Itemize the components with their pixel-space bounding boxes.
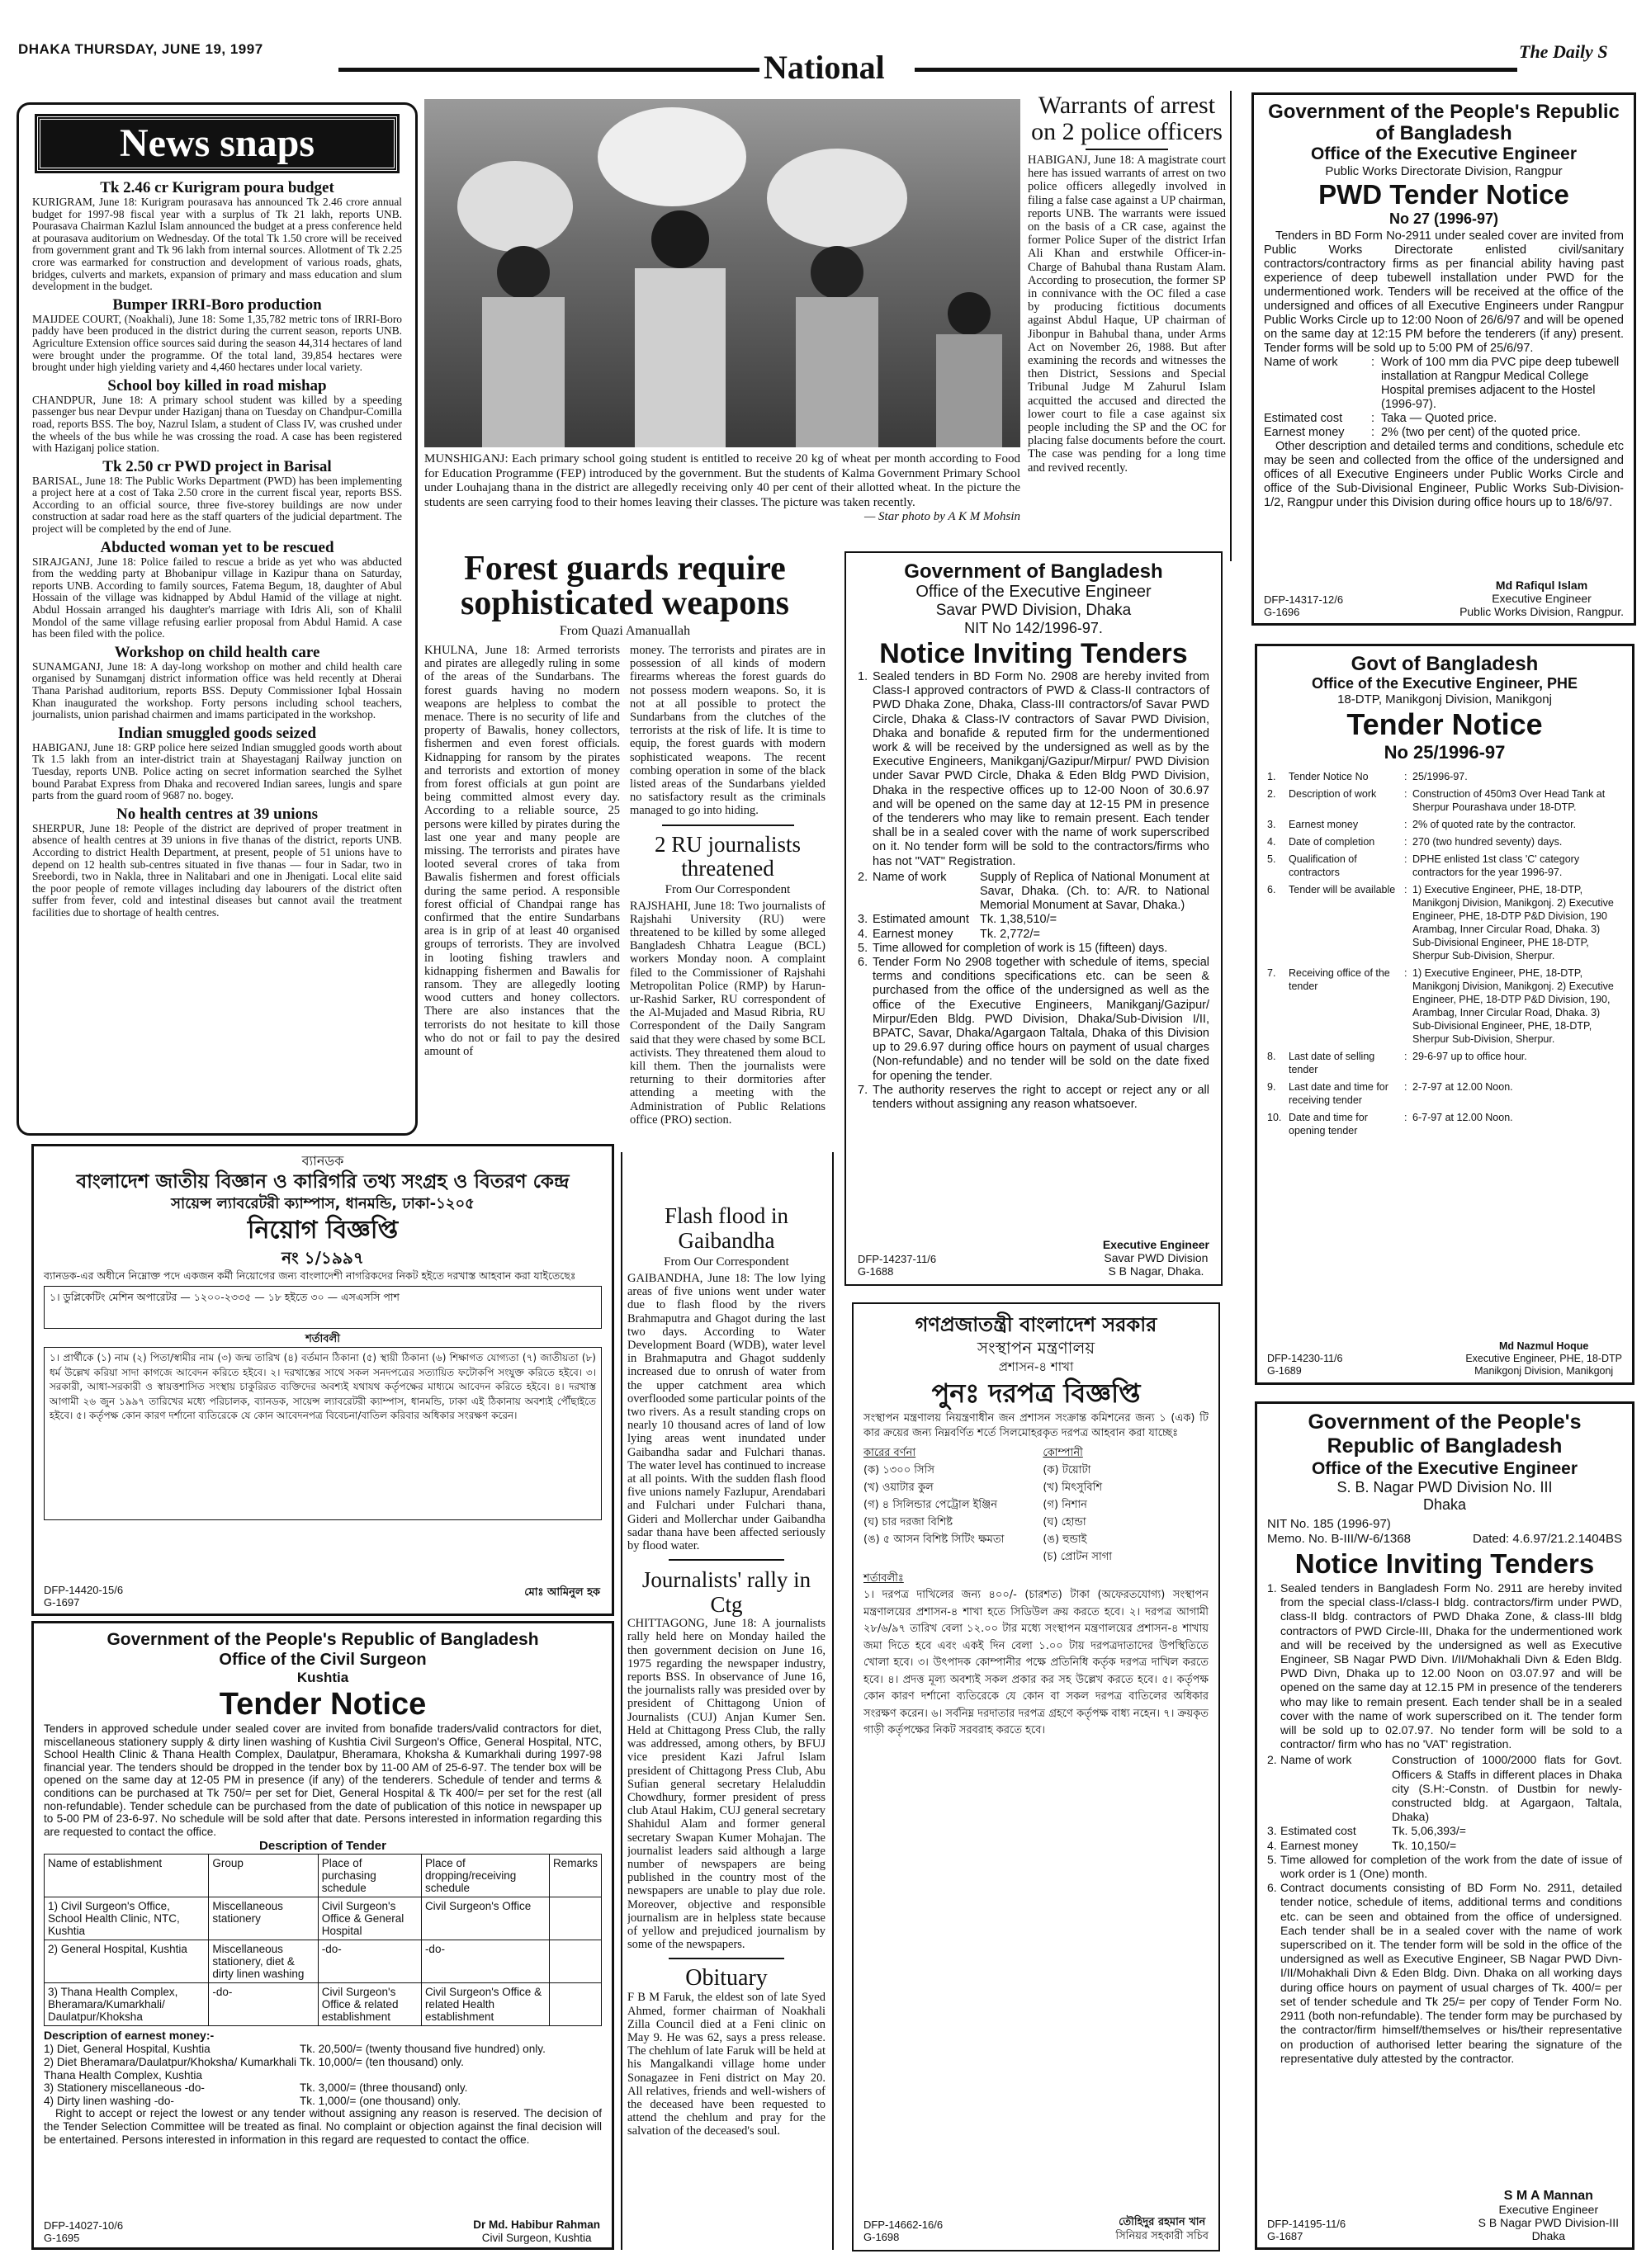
bn2-car-company: (ক) টয়োটা (1043, 1464, 1091, 1477)
bn2-sign2: সিনিয়র সহকারী সচিব (1115, 2230, 1209, 2242)
cs-earnest-key: 2) Diet Bheramara/Daulatpur/Khoksha/ Kumarkhali Thana Health Complex, Kushtia (44, 2055, 297, 2081)
cs-ref: DFP-14027-10/6 (44, 2219, 124, 2232)
rally-headline: Journalists' rally in Ctg (641, 1567, 811, 1618)
phe-row-value: DPHE enlisted 1st class 'C' category contractors for the year 1996-97. (1412, 853, 1580, 878)
colon: : (1404, 771, 1407, 782)
phe-row-key: Tender Notice No (1289, 771, 1369, 782)
phe-row-value: 6-7-97 at 12.00 Noon. (1412, 1112, 1513, 1123)
cs-table-cell: -do- (318, 1940, 421, 1983)
cs-table-cell (549, 1897, 601, 1940)
rangpur-sign1: Md Rafiqul Islam (1495, 579, 1588, 592)
cs-col-header: Place of dropping/receiving schedule (421, 1855, 549, 1897)
sbn-division: S. B. Nagar PWD Division No. III (1336, 1479, 1553, 1495)
photo-caption-text: MUNSHIGANJ: Each primary school going student is entitled to receive 20 kg of wheat per month according to Food for Education Programme (FEP) introduced by the government. But the students of Kalma Government Primary School under Louhajang thana in the district are allegedly receiving only 40 per cent of their allotted wheat. In the picture the students are seen carrying food to their homes leaving their classes. The picture was taken recently. (424, 452, 1020, 509)
bn2-car-company: (খ) মিৎসুবিশি (1043, 1481, 1103, 1494)
colon: : (1404, 1081, 1407, 1093)
rangpur-division: Public Works Directorate Division, Rangpur (1325, 164, 1563, 178)
sbn-sign4: Dhaka (1531, 2229, 1566, 2242)
dateline: DHAKA THURSDAY, JUNE 19, 1997 (18, 41, 263, 57)
bn2-right-head: কোম্পানী (1043, 1447, 1083, 1459)
phe-row-value: 29-6-97 up to office hour. (1412, 1051, 1527, 1062)
savar-p1: Sealed tenders in BD Form No. 2908 are hereby invited from Class-I approved contractors of PWD & Class-II contractors of PWD Dhaka Zone, Dhaka, Class-III contractors/of Savar PWD Circle, Dhaka & Class-IV contractors of Savar PWD Division, Dhaka and bonafide & reputed firm for the undermentioned work & will be received by the undersigned as well as by the Executive Engineers, Manikganj/Gazipur/Mirpur/ PWD Division under Savar PWD Circle, Dhaka & Eden Bldg PWD Division, Dhaka in the respective offices up to 12-00 Noon of 30.6.97 and will be opened on the same day at 12-15 PM in presence of the tenderers who may like to remain present. Each tender shall be in a sealed cover with the name of work superscribed on it. No tender form will be sold to the contractors/firms who has not "VAT" Registration. (873, 670, 1209, 868)
phe-sign1: Md Nazmul Hoque (1498, 1340, 1589, 1352)
rangpur-title: PWD Tender Notice (1318, 179, 1569, 210)
cs-body: Tenders in approved schedule under sealed cover are invited from bonafide traders/valid contractors for diet, miscellaneous stationery supply & dirty linen washing of Kushtia Civil Surgeon's Office, General Hospital, NTC, School Health Clinic & Thana Health Complex, Daulatpur, Bheramara, Khoksha & Kumarkhali during 1997-98 financial year. The tenders should be dropped in the tender box by 11-00 AM of 25-6-97. The tender box will be opened on the same day at 12-05 PM in presence (if any) of the tenderers. Schedule of tender and terms & conditions can be purchased at Tk 750/= per set for Diet, General Hospital & Tk 400/= per set for the rest (all non-refundable). Tender schedule can be purchased from the date of publication of this notice in newspaper up to 5-00 PM of 23-6-97. No schedule will be sold after that date. Persons interested in information regarding this are requested to contact the office. (44, 1722, 602, 1838)
bn1-org: বাংলাদেশ জাতীয় বিজ্ঞান ও কারিগরি তথ্য সংগ্রহ ও বিতরণ কেন্দ্র (76, 1171, 570, 1193)
snap-headline: School boy killed in road mishap (107, 376, 327, 395)
cs-col-header: Remarks (549, 1855, 601, 1897)
bn2-ref: DFP-14662-16/6 (863, 2218, 944, 2231)
forest-story (424, 551, 826, 1146)
colon: : (1404, 967, 1407, 979)
bn2-title: পুনঃ দরপত্র বিজ্ঞপ্তি (931, 1377, 1141, 1409)
forest-headline: Forest guards require sophisticated weapons (461, 551, 789, 622)
sbn-name-value: Construction of 1000/2000 flats for Govt. Officers & Staffs in different places in Dhaka city (S.H:-Constn. of Dustbin for newly-constructed bldg. at Agargaon, Taltala, Dhaka) (1392, 1753, 1622, 1824)
savar-division: Savar PWD Division, Dhaka (935, 602, 1132, 619)
flood-byline: From Our Correspondent (664, 1255, 789, 1269)
cs-table-cell: Civil Surgeon's Office & related establishment (318, 1983, 421, 2026)
sbnagar-tender-notice: Government of the People's Republic of Bangladesh Office of the Executive Engineer S. B. Nagar PWD Division No. III Dhaka NIT No. 185 (1996-97) Memo. No. B-III/W-6/1368 Dated: 4.6.97/21.2.1404BS Notice Inviting Tenders 1. Sealed tenders in Bangladesh Form No. 2911 are hereby invited from the special class-I/class-I bldg. contractors/firm under PWD, class-II bldg. contractors of PWD Dhaka Zone, & class-III bldg contractors of PWD Circle-III, Dhaka for the undermentioned work and will be received by the undersigned as well as Executive Engineer, SB Nagar PWD Divn. I/II/Mohakhali Divn & Eden Bldg. PWD Divn, Dhaka up to 12.00 Noon on 03.07.97 and will be opened on the same day at 12.15 PM in presence of the tenderers who may like to remain present. Each tender shall be in a sealed cover with the name of work superscribed on it. The tender form will be sold up to 02.07.97. No tender form will be sold to a contractor/ firm who has no 'VAT' registration. 2. Name of work Construction of 1000/2000 flats for Govt. Officers & Staffs in different places in Dhaka city (S.H:-Constn. of Dustbin for newly-constructed bldg. at Agargaon, Taltala, Dhaka) 3. Estimated cost Tk. 5,06,393/= 4. Earnest money Tk. 10,150/= 5. Time allowed for completion of the work from the date of issue of work order is 1 (One) month. 6. Contract documents consisting of BD Form No. 2911, detailed tender notice, schedule of items, additional terms and conditions etc. can be seen and obtained from the office of undersigned. Each tender shall be in a sealed cover with the name of work superscribed on it. The tender form will be sold in the office of the undersigned as well as Executive Engineer, SB Nagar PWD Divn-I/II/Mohakhali Divn & Eden Bldg. Divn. Dhaka on all working days during office hours on payment of usual charges of Tk. 400/= per set of tender schedule and Tk 25/= per copy of Tender Form No. 2911 (both non-refundable). The tender form may be purchased by the contractor/firm himself/themselves or his/their representative on production of authorised letter bearing the signature of the representative duly attested by the contractor. S M A Mannan Executive Engineer S B Nagar PWD Division-III Dhaka DFP-14195-11/6 G-1687 (1255, 1401, 1634, 2250)
cs-earnest-value: Tk. 3,000/= (three thousand) only. (300, 2081, 468, 2095)
bn2-org: গণপ্রজাতন্ত্রী বাংলাদেশ সরকার (915, 1313, 1157, 1336)
cs-table-cell: 1) Civil Surgeon's Office, School Health Clinic, NTC, Kushtia (45, 1897, 209, 1940)
phe-row (1267, 1050, 1622, 1076)
bn2-car-spec: (গ) ৪ সিলিন্ডার পেট্রোল ইঞ্জিন (863, 1499, 997, 1511)
sbn-p1: Sealed tenders in Bangladesh Form No. 2911 are hereby invited from the special class-I/class-I bldg. contractors/firm under PWD, class-II bldg. contractors of PWD Dhaka Zone, & class-III bldg contractors of PWD Circle-III, Dhaka for the undermentioned work and will be received by the undersigned as well as Executive Engineer, SB Nagar PWD Divn. I/II/Mohakhali Divn & Eden Bldg. PWD Divn, Dhaka up to 12.00 Noon on 03.07.97 and will be opened on the same day at 12.15 PM in presence of the tenderers who may like to remain present. Each tender shall be in a sealed cover with the name of work superscribed on it. The tender form will be sold up to 02.07.97. No tender form will be sold to a contractor/ firm who has no 'VAT' registration. (1280, 1581, 1622, 1751)
savar-g: G-1688 (858, 1265, 894, 1278)
bn2-car-spec: (ঘ) চার দরজা বিশিষ্ট (863, 1516, 953, 1529)
ru-byline: From Our Correspondent (665, 882, 791, 896)
savar-money-label: Earnest money (873, 927, 953, 941)
snap-headline: Indian smuggled goods seized (117, 724, 317, 742)
bn2-car-company: (চ) প্রোটন সাগা (1043, 1551, 1113, 1563)
forest-col1: KHULNA, June 18: Armed terrorists and pirates are allegedly ruling in some of the areas of the Sundarbans. The forest guards having no modern weapons are helpless to combat the menace. There is no security of life and property of Bawalis, honey collectors, fishermen and even forest officials. Kidnapping for ransom by the pirates and terrorists and extortion of money from forest officials at gun point are being committed almost every day. According to a reliable source, 25 persons were killed by pirates during the last one year and many people are missing. The terrorists and pirates have looted several crores of taka from Bawalis fishermen and forest officials during the same period. A responsible forest official of Chandpai range has confirmed that the entire Sundarbans area is in grip of at least 40 organised groups of terrorists. They are involved in looting fishing trawlers and kidnapping fishermen and Bawalis for ransom. They are allegedly looting wood cutters and honey collectors. There are also instances that the terrorists do not hesitate to kill those who do not or fail to pay the desired amount of (424, 644, 620, 1059)
phe-row-num: 4. (1267, 836, 1276, 848)
phe-row-num: 9. (1267, 1081, 1276, 1093)
col-divider (832, 1152, 834, 2250)
cs-earnest-value: Tk. 20,500/= (twenty thousand five hundred) only. (300, 2043, 546, 2056)
phe-row (1267, 787, 1622, 814)
bn1-conditions: ১। প্রার্থীকে (১) নাম (২) পিতা/স্বামীর নাম (৩) জন্ম তারিখ (৪) বর্তমান ঠিকানা (৫) স্থায়ী ঠিকানা (৬) শিক্ষাগত যোগ্যতা (৭) জাতীয়তা (৮) ধর্ম উল্লেখ করিয়া সাদা কাগজে আবেদন করিতে হইবে। ২। দরখাস্তের সাথে সকল সনদপত্রের সত্যায়িত ফটোকপি সংযুক্ত করিতে হইবে। ৩। সরকারী, আধা-সরকারী ও স্বায়ত্তশাসিত সংস্থায় চাকুরিরত ব্যক্তিদের অবশ্যই যথাযথ কর্তৃপক্ষের মাধ্যমে আবেদন করিতে হইবে। ৪। দরখাস্ত আগামী ২৬ জুন ১৯৯৭ তারিখের মধ্যে পরিচালক, ব্যানডক, সায়েন্স ল্যাবরেটরী ক্যাম্পাস, ধানমন্ডি, ঢাকা এই ঠিকানায় অবশ্যই পৌঁছাইতে হইবে। ৫। কর্তৃপক্ষ কোন কারণ দর্শানো ব্যতিরেকে যে কোন আবেদনপত্র বিবেচনা/বাতিল করিবার অধিকার সংরক্ষণ করেন। (44, 1347, 602, 1520)
bn2-terms-title: শর্তাবলীঃ (863, 1572, 904, 1585)
cs-table-row (45, 1983, 602, 2026)
cs-earnest-title: Description of earnest money:- (44, 2029, 215, 2043)
rangpur-row (1264, 426, 1624, 440)
sbn-g: G-1687 (1267, 2230, 1303, 2242)
bn2-sign: তৌহিদুর রহমান খান (1119, 2216, 1206, 2228)
cs-desc-table (44, 1854, 602, 2026)
rangpur-row-key: Estimated cost (1264, 412, 1343, 425)
rangpur-sign3: Public Works Division, Rangpur. (1459, 605, 1624, 618)
savar-p7: The authority reserves the right to accept or reject any or all tenders without assigning any reason whatsoever. (873, 1083, 1209, 1112)
cs-table-cell: Civil Surgeon's Office (421, 1897, 549, 1940)
rangpur-g: G-1696 (1264, 606, 1300, 618)
cs-earnest-row (44, 2081, 602, 2095)
bangla-retender-notice (852, 1302, 1220, 2251)
snap-body: SIRAJGANJ, June 18: Police failed to rescue a bride as yet who was abducted from the wedding party at Bhobanipur village in Kazipur thana on Saturday, reports UNB. According to family sources, Fatema Begum, 18, daughter of Abul Hossain of the village was kidnapped by Abdul Hamid of the village at night. Abdul Hossain arranged his daughter's marriage with Idris Ali, son of Khalil Mondol of the same village refusing earlier proposal from Abdul Hamid. A case has been filed with the police. (32, 555, 402, 640)
snap-body: CHANDPUR, June 18: A primary school student was killed by a speeding passenger bus near Devpur under Haziganj thana on Tuesday on Chandpur-Comilla road, reports BSS. The boy, Nazrul Islam, a student of Class IV, was crushed under the wheels of the bus while he was crossing the road. A case has been registered with Haziganj police station. (32, 393, 402, 455)
sbn-cost-label: Estimated cost (1280, 1824, 1356, 1838)
cs-table-cell: 3) Thana Health Complex, Bheramara/Kumarkhali/ Daulatpur/Khoksha (45, 1983, 209, 2026)
sbn-p6: Contract documents consisting of BD Form No. 2911, detailed tender notice, schedule of items, additional terms and conditions etc. can be seen and obtained from the office of undersigned. Each tender shall be in a sealed cover with the name of work superscribed on it. The tender form will be sold in the office of the undersigned as well as Executive Engineer, SB Nagar PWD Divn-I/II/Mohakhali Divn & Eden Bldg. Divn. Dhaka on all working days during office hours on payment of usual charges of Tk. 400/= per set of tender schedule and Tk 25/= per copy of Tender Form No. 2911 (both non-refundable). The tender form may be purchased by the contractor/firm himself/themselves or his/their representative on production of authorised letter bearing the signature of the representative duly attested by the contractor. (1280, 1881, 1622, 2065)
bn2-branch: প্রশাসন-৪ শাখা (998, 1359, 1074, 1374)
bn2-g: G-1698 (863, 2231, 900, 2243)
cs-table-row (45, 1897, 602, 1940)
forest-byline: From Quazi Amanuallah (559, 624, 691, 638)
phe-row-key: Tender will be available (1289, 884, 1396, 895)
savar-amount-value: Tk. 1,38,510/= (980, 913, 1057, 927)
cs-table-row (45, 1940, 602, 1983)
colon: : (1371, 412, 1375, 425)
cs-table-cell (549, 1983, 601, 2026)
savar-amount-label: Estimated amount (873, 913, 969, 927)
phe-row-key: Description of work (1289, 788, 1377, 800)
phe-row-key: Earnest money (1289, 819, 1359, 830)
sbn-title: Notice Inviting Tenders (1294, 1548, 1595, 1579)
savar-name-value: Supply of Replica of National Monument at Savar, Dhaka. (Ch. to: A/R. to National Memorial Monument at Savar, Dhaka.) (980, 870, 1209, 913)
news-snaps-box (17, 102, 418, 1136)
cs-table-cell: Miscellaneous stationery (209, 1897, 318, 1940)
rangpur-row-key: Name of work (1264, 356, 1338, 369)
bn2-car-company: (ঘ) হোন্ডা (1043, 1516, 1086, 1529)
rangpur-row-value: Work of 100 mm dia PVC pipe deep tubewell installation at Rangpur Medical College Hospital premises adjacent to the Hostel (1996-97). (1381, 356, 1620, 411)
obituary-body: F B M Faruk, the eldest son of late Syed Ahmed, former chairman of Noakhali Zilla Council died at a Feni clinic on May 9. He was 62, says a press release. The chehlum of late Faruk will be held at his Mangalkandi village home under Sonagazee in Feni district on May 20. All relatives, friends and well-wishers of the deceased have been requested to attend the chehlum and pray for the salvation of the deceased's soul. (627, 1991, 826, 2138)
ru-body: RAJSHAHI, June 18: Two journalists of Rajshahi University (RU) were threatened to be killed by some alleged Bangladesh Chhatra League (BCL) workers Monday noon. A complaint filed to the Commissioner of Rajshahi Metropolitan Police (RMP) by Harun-ur-Rashid Sarker, RU correspondent of the Al-Mujaded and Masud Ribria, RU Correspondent of the Daily Sangram said that they were chased by some BCL activists. They threatened them aloud to kill them. Then the journalists were returning to their dormitories after attending a meeting with the Administration of Public Relations office (PRO) section. (630, 899, 826, 1127)
sbn-dated: Dated: 4.6.97/21.2.1404BS (1473, 1532, 1622, 1546)
phe-row-value: Construction of 450m3 Over Head Tank at Sherpur Pourashava under 18-DTP. (1412, 788, 1606, 813)
students-photo (424, 99, 1020, 447)
forest-col2: money. The terrorists and pirates are in possession of all kinds of modern firearms whereas the forest guards do not possess modern weapons. So, it is not at all possible to protect the Sundarbans from the clutches of the terrorists at the risk of life. It is time to equip, the forest guards with modern sophisticated weapons. The recent combing operation in some of the black listed areas of the Sundarbans yielded no satisfactory result as the criminals managed to go into hiding. (630, 644, 826, 818)
phe-row (1267, 1111, 1622, 1137)
rangpur-body: Tenders in BD Form No-2911 under sealed cover are invited from Public Works Directorate enlisted civil/sanitary contractors/contractory firms as per financial ability having past experience of deep tubewell installation under PWD for the undermentioned work. Tenders will be received at the office of the undersigned and offices of all Executive Engineers under Rangpur Public Works Circle up to 12:00 Noon of 26/6/97 and will be opened on the same day at 12:15 PM before the tenderers (if any) present. Tender forms will be sold up to 5:00 PM of 25/6/97. (1264, 229, 1624, 355)
rangpur-row-value: 2% (two per cent) of the quoted price. (1381, 426, 1581, 439)
cs-earnest-value: Tk. 1,000/= (one thousand) only. (300, 2094, 461, 2107)
savar-sign2: Savar PWD Division (1104, 1251, 1209, 1264)
phe-row (1267, 835, 1622, 848)
cs-table-cell: -do- (421, 1940, 549, 1983)
sbn-ref: DFP-14195-11/6 (1267, 2218, 1346, 2230)
colon: : (1404, 836, 1407, 848)
sbn-money-label: Earnest money (1280, 1838, 1359, 1852)
cs-col-header: Name of establishment (45, 1855, 209, 1897)
bn2-left-head: কারের বর্ণনা (863, 1447, 916, 1459)
phe-sign3: Manikgonj Division, Manikgonj (1474, 1365, 1614, 1377)
cs-sign2: Civil Surgeon, Kushtia (481, 2231, 592, 2244)
rangpur-org: Government of the People's Republic of Bangladesh (1268, 101, 1620, 144)
cs-earnest-row (44, 2095, 602, 2108)
sbn-sign3: S B Nagar PWD Division-III (1478, 2216, 1619, 2229)
bn2-left-list (863, 1462, 1043, 1548)
phe-row-value: 25/1996-97. (1412, 771, 1468, 782)
bn2-intro: সংস্থাপন মন্ত্রণালয় নিয়ন্ত্রণাধীন জন প্রশাসন সংক্রান্ত কমিশনের জন্য ১ (এক) টি কার ক্রয়ের জন্য নিম্নবর্ণিত শর্তে সিলমোহরকৃত দরপত্র আহবান করা যাচ্ছেঃ (863, 1412, 1209, 1439)
cs-earnest-key: 1) Diet, General Hospital, Kushtia (44, 2043, 211, 2056)
rangpur-sign2: Executive Engineer (1492, 592, 1592, 605)
cs-earnest-row (44, 2056, 602, 2081)
colon: : (1404, 1112, 1407, 1123)
news-snaps-banner: News snaps (37, 116, 397, 171)
savar-sign1: Executive Engineer (1102, 1238, 1209, 1251)
snap-headline: Workshop on child health care (114, 643, 320, 661)
cs-earnest-list (44, 2043, 602, 2107)
bn1-ref: DFP-14420-15/6 (44, 1584, 124, 1596)
masthead-rule-right (915, 68, 1517, 72)
bn2-car-company: (গ) নিশান (1043, 1499, 1087, 1511)
bn1-g: G-1697 (44, 1596, 80, 1609)
snap-body: HABIGANJ, June 18: GRP police here seized Indian smuggled goods worth about Tk 1.5 lakh from an inter-district train at Shayestaganj Railway junction on Tuesday, reports UNB. Police acting on secret information searched the Sylhet bound Parabat Express from Dhaka and recovered Indian sarees, lungis and spare parts from the guard room of 9687 no. bogey. (32, 740, 402, 802)
savar-p5: Time allowed for completion of work is 15 (fifteen) days. (873, 941, 1168, 955)
sbn-sign1: S M A Mannan (1503, 2189, 1593, 2203)
bn1-addr: সায়েন্স ল্যাবরেটরী ক্যাম্পাস, ধানমন্ডি, ঢাকা-১২০৫ (171, 1195, 475, 1212)
phe-row (1267, 770, 1622, 783)
col-divider (1230, 91, 1232, 561)
cs-earnest-key: 3) Stationery miscellaneous -do- (44, 2081, 205, 2095)
phe-row-value: 2-7-97 at 12.00 Noon. (1412, 1081, 1513, 1093)
savar-office: Office of the Executive Engineer (915, 583, 1152, 601)
phe-org: Govt of Bangladesh (1351, 653, 1539, 675)
phe-row-num: 3. (1267, 819, 1276, 830)
bangla-appointment-notice (31, 1144, 614, 1616)
news-snaps-list (32, 179, 402, 919)
colon: : (1371, 356, 1375, 369)
snap-headline: Tk 2.50 cr PWD project in Barisal (102, 457, 332, 475)
phe-row (1267, 1080, 1622, 1107)
cs-org: Government of the People's Republic of Bangladesh (106, 1630, 539, 1649)
cs-col-header: Place of purchasing schedule (318, 1855, 421, 1897)
colon: : (1404, 788, 1407, 800)
bn2-car-spec: (ক) ১৩০০ সিসি (863, 1464, 934, 1477)
cs-sign1: Dr Md. Habibur Rahman (473, 2218, 600, 2231)
cs-col-header: Group (209, 1855, 318, 1897)
phe-row-num: 6. (1267, 884, 1276, 895)
ru-headline: 2 RU journalists threatened (654, 831, 801, 881)
sbn-name-label: Name of work (1280, 1753, 1352, 1767)
snap-body: BARISAL, June 18: The Public Works Department (PWD) has been implementing a project here at a cost of Taka 2.50 crore in the current fiscal year, reports BSS. According to an official source, three five-storey buildings are now under construction at sadar road here as the staff quarters of the judicial department. The project will be completed by the end of June. (32, 474, 402, 536)
phe-row (1267, 853, 1622, 879)
sbn-org: Government of the People's Republic of Bangladesh (1308, 1410, 1582, 1458)
bn2-car-spec: (খ) ওয়াটার কুল (863, 1481, 934, 1494)
snap-headline: No health centres at 39 unions (116, 805, 319, 823)
bn1-intro: ব্যানডক-এর অধীনে নিম্নোক্ত পদে একজন কর্মী নিয়োগের জন্য বাংলাদেশী নাগরিকদের নিকট হইতে দরখাস্ত আহবান করা যাইতেছেঃ (44, 1269, 576, 1282)
sbn-p5: Time allowed for completion of the work from the date of issue of work order is 1 (One) month. (1280, 1852, 1622, 1881)
bn1-post-row: ১। ডুপ্লিকেটিং মেশিন অপারেটর — ১২০০-২৩৩৫ — ১৮ হইতে ৩০ — এসএসসি পাশ (44, 1286, 602, 1329)
obituary-headline: Obituary (685, 1965, 768, 1992)
rangpur-row (1264, 356, 1624, 412)
sbn-money-value: Tk. 10,150/= (1392, 1838, 1457, 1852)
savar-org: Government of Bangladesh (904, 560, 1163, 583)
rangpur-tail: Other description and detailed terms and conditions, schedule etc may be seen and collected from the office of the undersigned and offices of all Executive Engineers under Public Works Circle and office of the Sub-Divisional Engineer, Public Works Sub-Division-1/2, Rangpur under this Division during office hours up to 18/6/97. (1264, 440, 1624, 509)
colon: : (1404, 853, 1407, 865)
cs-city: Kushtia (296, 1670, 349, 1685)
phe-sign2: Executive Engineer, PHE, 18-DTP (1465, 1353, 1622, 1364)
cs-desc-title: Description of Tender (259, 1839, 386, 1854)
phe-row (1267, 818, 1622, 831)
snap-body: MAIJDEE COURT, (Noakhali), June 18: Some 1,35,782 metric tons of IRRI-Boro paddy have been produced in the district during the current season, reports UNB. Agriculture Extension office sources said during the season 44,314 hectares of land were brought under the programme. Of the total land, 39,854 hectares were brought under high yielding variety and 4,460 hectares under local variety. (32, 312, 402, 374)
phe-row-num: 8. (1267, 1051, 1276, 1062)
bn1-no: নং ১/১৯৯৭ (281, 1248, 364, 1268)
rangpur-row (1264, 412, 1624, 426)
phe-row (1267, 966, 1622, 1046)
cs-table-cell: Miscellaneous stationery, diet & dirty linen washing (209, 1940, 318, 1983)
bn2-car-company: (ঙ) হুন্ডাই (1043, 1533, 1087, 1546)
phe-office: Office of the Executive Engineer, PHE (1311, 675, 1578, 692)
phe-row-value: 1) Executive Engineer, PHE, 18-DTP, Manikgonj Division, Manikgonj. 2) Executive Engineer, PHE, 18-DTP P&D Division, 190, Arambag, Inner Circular Road, Dhaka. 3) Sub-Divisional Engineer, PHE, 18-DTP, Sherpur Sub-Division, Sherpur. (1412, 967, 1614, 1045)
savar-name-label: Name of work (873, 870, 947, 884)
cs-g: G-1695 (44, 2232, 80, 2244)
rangpur-row-key: Earnest money (1264, 426, 1345, 439)
sbn-cost-value: Tk. 5,06,393/= (1392, 1824, 1466, 1838)
phe-row-key: Last date of selling tender (1289, 1051, 1375, 1075)
cs-earnest-key: 4) Dirty linen washing -do- (44, 2094, 174, 2107)
snap-body: SUNAMGANJ, June 18: A day-long workshop on mother and child health care organised by Sunamganj district information office was held recently at Dherai Thana Parishad auditorium, reports BSS. Deputy Commissioner Iqbal Hossain Khan inaugurated the workshop. Forty persons including school teachers, journalists, union parishad chairmen and imams participated in the workshop. (32, 659, 402, 721)
bn2-right-list (1043, 1462, 1209, 1566)
snap-body: SHERPUR, June 18: People of the district are deprived of proper treatment in absence of health centres at 39 unions in five thanas of the district, reports UNB. According to district Health Department, at present, people of 51 unions have to depend on 12 health sub-centres situated in five thanas — four in Sadar, two in Sreebordi, two in Nakla, three in Nalitabari and one in Jhenigati. Local elite said the poor people of remote villages including day labourers of the district often suffer from fever, cold and intestinal diseases but cannot avail the treatment facilities due to shortage of health centres. (32, 821, 402, 919)
phe-row-key: Date of completion (1289, 836, 1375, 848)
phe-row-value: 1) Executive Engineer, PHE, 18-DTP, Manikgonj Division, Manikgonj. 2) Executive Engineer, PHE, 18-DTP P&D Division, 190 Arambag, Inner Circular Road, Dhaka. 3) Sub-Divisional Engineer, PHE 18-DTP, Sherpur Sub-Division, Sherpur. (1412, 884, 1614, 962)
sbn-office: Office of the Executive Engineer (1311, 1459, 1578, 1478)
savar-p6: Tender Form No 2908 together with schedule of items, special terms and conditions specifications etc. can be seen & purchased from the office of the undersigned as well as the office of the Executive Engineers, Manikganj/Gazipur/ Mirpur/Eden Bldg. PWD Division, Dhaka/Sub-Division I/II, BPATC, Savar, Dhaka/Agargaon Taltala, Dhaka of this Division up to 29.6.97 during office hours on payment of usual charges (Non-refundable) and no tender will be sold on the date fixed for opening the tender. (873, 956, 1209, 1083)
bn1-small: ব্যানডক (301, 1153, 344, 1169)
snap-body: KURIGRAM, June 18: Kurigram pourasava has announced Tk 2.46 crore annual budget for 1997-98 fiscal year with a surplus of Tk 21 lakh, reports UNB. Pourasava Chairman Kazlul Islam announced the budget at a press conference held at pourasava auditorium on Wednesday. Of the total Tk 1.50 crore will be received from government grant and Tk 96 lakh from internal sources. Allotment of Tk 2.25 crore was earmarked for construction and development of various roads, ghats, bridges, culverts and markets, expansion of primary and mass education and slum development in the budget. (32, 196, 402, 293)
rangpur-ref: DFP-14317-12/6 (1264, 593, 1344, 606)
flood-rally-column (627, 1203, 826, 2250)
savar-nit: NIT No 142/1996-97. (964, 620, 1103, 636)
phe-row-key: Last date and time for receiving tender (1289, 1081, 1388, 1106)
phe-row-num: 2. (1267, 788, 1276, 800)
flood-headline: Flash flood in Gaibandha (664, 1203, 788, 1253)
rangpur-tender-notice (1251, 92, 1636, 626)
phe-title: Tender Notice (1346, 707, 1543, 741)
snap-headline: Bumper IRRI-Boro production (112, 295, 322, 314)
phe-row-num: 7. (1267, 967, 1276, 979)
masthead-rule-left (338, 68, 759, 72)
sbn-sign2: Executive Engineer (1498, 2203, 1599, 2216)
phe-row (1267, 883, 1622, 962)
phe-tender-notice (1255, 644, 1634, 1385)
bn1-conditions-title: শর্তাবলী (305, 1333, 340, 1345)
phe-row-key: Receiving office of the tender (1289, 967, 1390, 992)
cs-table-cell (549, 1940, 601, 1983)
phe-division: 18-DTP, Manikgonj Division, Manikgonj (1337, 692, 1552, 706)
savar-sign3: S B Nagar, Dhaka. (1108, 1264, 1204, 1278)
col-divider (621, 1152, 622, 2250)
bn1-title: নিয়োগ বিজ্ঞপ্তি (247, 1216, 399, 1245)
savar-money-value: Tk. 2,772/= (980, 927, 1040, 941)
cs-table-cell: 2) General Hospital, Kushtia (45, 1940, 209, 1983)
cs-table-cell: Civil Surgeon's Office & related Health establishment (421, 1983, 549, 2026)
phe-no: No 25/1996-97 (1384, 742, 1506, 763)
phe-ref: DFP-14230-11/6 (1267, 1353, 1343, 1364)
colon: : (1404, 819, 1407, 830)
snap-headline: Tk 2.46 cr Kurigram poura budget (100, 179, 334, 196)
bn1-sign: মোঃ আমিনুল হক (524, 1586, 600, 1599)
phe-row-value: 2% of quoted rate by the contractor. (1412, 819, 1577, 830)
bn2-terms: ১। দরপত্র দাখিলের জন্য ৪০০/- (চারশত) টাকা (অফেরতযোগ্য) সংস্থাপন মন্ত্রণালয়ের প্রশাসন-৪ শাখা হতে সিডিউল ক্রয় করতে হবে। ২। দরপত্র আগামী ২৮/৬/৯৭ তারিখ বেলা ১২.০০ টার মধ্যে সংস্থাপন মন্ত্রণালয়ের প্রশাসন-৪ শাখায় জমা দিতে হবে এবং একই দিন বেলা ১.০০ টায় দরপত্রদাতাদের উপস্থিতিতে খোলা হবে। ৩। উৎপাদক কোম্পানীর পক্ষে প্রতিনিধি কর্তৃক দরপত্র দাখিল করতে হবে। ৪। প্রদত্ত মূল্য অবশ্যই সকল প্রকার কর সহ উল্লেখ করতে হবে। ৫। কর্তৃপক্ষ কোন কারণ দর্শানো ব্যতিরেকে যে কোন বা সকল দরপত্র বাতিলের অধিকার সংরক্ষণ করেন। ৬। সর্বনিম্ন দরদাতার দরপত্র গ্রহণে কর্তৃপক্ষ বাধ্য নহেন। ৭। ক্রয়কৃত গাড়ী কর্তৃপক্ষের নিকট সরবরাহ করতে হবে। (863, 1589, 1209, 1736)
warrants-headline: Warrants of arrest on 2 police officers (1031, 92, 1223, 145)
phe-row-key: Date and time for opening tender (1289, 1112, 1368, 1136)
colon: : (1404, 1051, 1407, 1062)
rangpur-row-value: Taka — Quoted price. (1381, 412, 1497, 425)
snap-headline: Abducted woman yet to be rescued (100, 538, 334, 556)
photo-credit: — Star photo by A K M Mohsin (863, 510, 1020, 523)
cs-earnest-row (44, 2043, 602, 2056)
phe-rows (1267, 770, 1622, 1137)
sbn-nit: NIT No. 185 (1996-97) (1267, 1517, 1391, 1531)
bn2-ministry: সংস্থাপন মন্ত্রণালয় (977, 1338, 1095, 1358)
warrants-story (1028, 92, 1226, 551)
rally-body: CHITTAGONG, June 18: A journalists rally held here on Monday hailed the then government decision on June 16, 1975 regarding the newspaper industry, reports BSS. In observance of June 16, the journalists rally was presided over by president of Chittagong Union of Journalists (CUJ) Anjan Kumer Sen. Held at Chittagong Press Club, the rally was addressed, among others, by BFUJ vice president Kazi Jafrul Islam president of Chittagong Press Club, Abu Sufian general secretary Helaluddin Chowdhury, former president of press club Ataul Hakim, CUJ general secretary Shahidul Alam and former general secretary Swapan Kumer Mohajan. The journalist leaders said although a large number of newspapers are being published in the country most of the newspapers are unable to play due role. Moreover, objective and responsible journalism are in helpless state because of yellow and prejudiced journalism by some of the newspapers. (627, 1617, 826, 1952)
phe-row-num: 1. (1267, 771, 1276, 782)
sbn-city: Dhaka (1422, 1496, 1467, 1513)
rangpur-no: No 27 (1996-97) (1388, 210, 1499, 227)
phe-row-num: 5. (1267, 853, 1276, 865)
phe-row-value: 270 (two hundred seventy) days. (1412, 836, 1563, 848)
phe-g: G-1689 (1267, 1365, 1302, 1377)
rangpur-office: Office of the Executive Engineer (1310, 144, 1578, 163)
colon: : (1404, 884, 1407, 895)
rangpur-rows (1264, 356, 1624, 440)
civil-surgeon-tender-notice (31, 1621, 614, 2250)
cs-office: Office of the Civil Surgeon (219, 1651, 427, 1669)
colon: : (1371, 426, 1375, 439)
cs-earnest-value: Tk. 10,000/= (ten thousand) only. (300, 2055, 464, 2068)
phe-row-num: 10. (1267, 1112, 1282, 1123)
savar-ref: DFP-14237-11/6 (858, 1253, 937, 1265)
cs-table-cell: -do- (209, 1983, 318, 2026)
cs-table-cell: Civil Surgeon's Office & General Hospital (318, 1897, 421, 1940)
cs-title: Tender Notice (219, 1687, 427, 1722)
section-title: National (764, 49, 885, 86)
flood-body: GAIBANDHA, June 18: The low lying areas of five unions went under water due to flash flood by the rivers Brahmaputra and Ghagot during the last two days. According to Water Development Board (WDB), water level in Brahmaputra and Ghagot suddenly increased due to onrush of water from the upper catchment area which overflooded some particular points of the two rivers. As a result standing crops on nearly 10 thousand acres of land of low lying areas went inundated under Gaibandha sadar and Fulchari thanas. The water level has continued to increase at all points. With the sudden flash flood five unions namely Fazlupur, Arendabari and Fulchari under Fulchari thana, Gideri and Mollerchar under Gaibandha sadar thana have been affected seriously by flood water. (627, 1272, 826, 1553)
paper-logo: The Daily S (1519, 41, 1608, 62)
cs-tail: Right to accept or reject the lowest or any tender without assigning any reason is reserved. The decision of the Tender Selection Committee will be treated as final. No complaint or objection against the final decision will be entertained. Persons interested in information in this regard are requested to contact the office. (44, 2107, 602, 2146)
phe-row-key: Qualification of contractors (1289, 853, 1357, 878)
savar-title: Notice Inviting Tenders (879, 638, 1188, 669)
students-photo-figures (424, 99, 1020, 447)
warrants-body: HABIGANJ, June 18: A magistrate court here has issued warrants of arrest on two police officers allegedly involved in filing a false case against a UP chairman, reports UNB. The warrants were issued on the basis of a CR case, against the former Police Super of the district Irfan Ali Khan and erstwhile Officer-in-Charge of Bahubal thana Rustam Alam. According to prosecution, the former SP in connivance with the OC filed a case by producing fictitious documents against Abdul Haque, UP chairman of Jibonpur in Bahubal thana, under Arms Act on November 26, 1988. But after examining the records and witnesses the then District, Sessions and Special Tribunal Judge M Zahurul Islam acquitted the accused and directed the lower court to file a case against six people including the SP and the OC for placing false documents before the court. The case was pending for a long time and revived recently. (1028, 154, 1226, 475)
savar-tender-notice: Government of Bangladesh Office of the Executive Engineer Savar PWD Division, Dhaka NIT No 142/1996-97. Notice Inviting Tenders 1. Sealed tenders in BD Form No. 2908 are hereby invited from Class-I approved contractors of PWD & Class-II contractors of PWD Dhaka Zone, Dhaka, Class-III contractors/of Savar PWD Circle, Dhaka & Class-IV contractors of Savar PWD Division, Dhaka and bonafide & reputed firm for the undermentioned work & will be received by the undersigned as well as by the Executive Engineers, Manikganj/Gazipur/Mirpur/ PWD Division under Savar PWD Circle, Dhaka & Eden Bldg PWD Division, Dhaka in the respective offices up to 12-00 Noon of 30.6.97 and will be opened on the same day at 12-15 PM in presence of the tenderers who may like to remain present. Each tender shall be in a sealed cover with the name of work superscribed on it. No tender form will be sold to the contractors/firms who has not "VAT" Registration. 2. Name of work Supply of Replica of National Monument at Savar, Dhaka. (Ch. to: A/R. to National Memorial Monument at Savar, Dhaka.) 3. Estimated amount Tk. 1,38,510/= 4. Earnest money Tk. 2,772/= 5. Time allowed for completion of work is 15 (fifteen) days. 6. Tender Form No 2908 together with schedule of items, special terms and conditions specifications etc. can be seen & purchased from the office of the undersigned as well as the office of the Executive Engineers, Manikganj/Gazipur/ Mirpur/Eden Bldg. PWD Division, Dhaka/Sub-Division I/II, BPATC, Savar, Dhaka/Agargaon Taltala, Dhaka of this Division up to 29.6.97 during office hours on payment of usual charges (Non-refundable) and no tender will be sold on the date fixed for opening the tender. 7. The authority reserves the right to accept or reject any or all tenders without assigning any reason whatsoever. Executive Engineer Savar PWD Division S B Nagar, Dhaka. DFP-14237-11/6 G-1688 (844, 551, 1223, 1286)
photo-caption (424, 452, 1020, 525)
bn2-car-spec: (ঙ) ৫ আসন বিশিষ্ট সিটিং ক্ষমতা (863, 1533, 1005, 1546)
sbn-memo: Memo. No. B-III/W-6/1368 (1267, 1532, 1411, 1546)
